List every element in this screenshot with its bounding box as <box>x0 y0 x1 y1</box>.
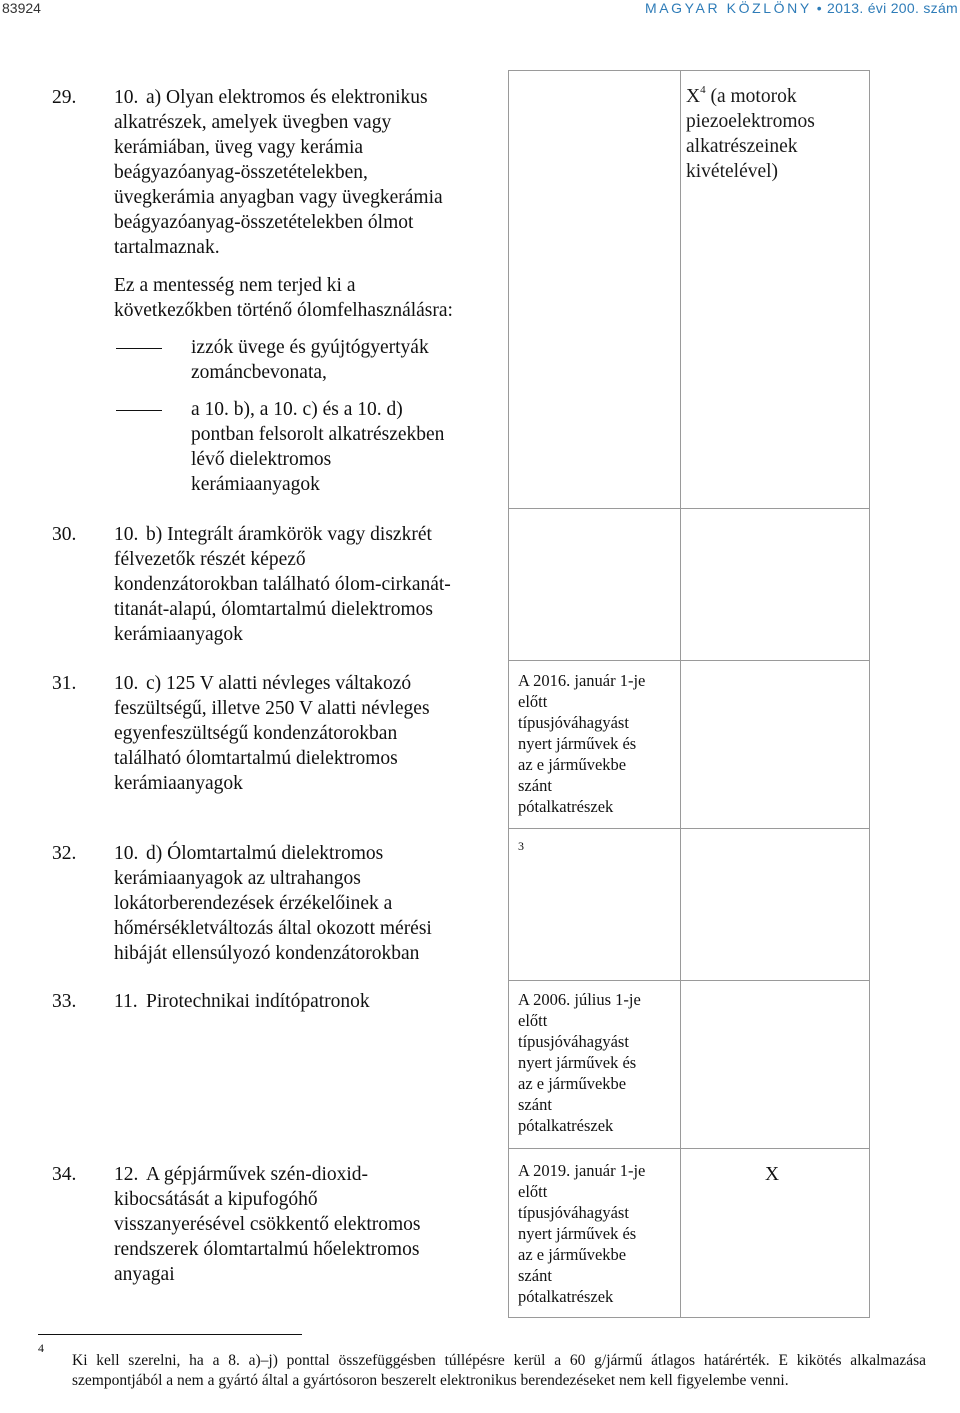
deadline-line: pótalkatrészek <box>518 797 614 816</box>
description-line: kerámiaanyagok <box>114 773 243 794</box>
journal-title: MAGYAR KÖZLÖNY <box>644 0 812 16</box>
page-header <box>0 0 960 24</box>
description-line: üvegkerámia anyagban vagy üvegkerámia <box>114 187 443 208</box>
bullet-dash <box>116 410 162 411</box>
footnote-text: Ki kell szerelni, ha a 8. a)–j) ponttal összefüggésben túllépésre kerül a 60 g/jármű átlagos határérték. E kikötés alkalmazása szempontjából a nem a gyártó által a gyártósoron beszerelt elektronikus berendezéseket nem kell figyelembe venni. <box>72 1352 926 1389</box>
row-divider <box>508 1148 870 1149</box>
description-line: alkatrészek, amelyek üvegben vagy <box>114 112 392 133</box>
item-description <box>146 1162 506 1187</box>
item-number: 12. <box>114 1164 139 1185</box>
item-number: 10. <box>114 843 139 864</box>
separator-dot: • <box>816 0 822 16</box>
journal-header <box>645 0 958 16</box>
description-line: kerámiaanyagok <box>114 624 243 645</box>
description-line: b) Integrált áramkörök vagy diszkrét <box>146 524 432 545</box>
deadline-line: típusjóváhagyást <box>518 1203 629 1222</box>
deadline-line: az e járművekbe <box>518 1245 627 1264</box>
description-line: Pirotechnikai indítópatronok <box>146 991 370 1012</box>
row-number: 33. <box>52 991 77 1012</box>
deadline-note <box>518 1160 678 1307</box>
item-description-continued <box>114 547 506 647</box>
description-line: félvezetők részét képező <box>114 549 306 570</box>
deadline-line: előtt <box>518 1011 548 1030</box>
footnote-rule <box>38 1334 302 1335</box>
note-line: Ez a mentesség nem terjed ki a <box>114 275 356 296</box>
description-line: hőmérsékletváltozás által okozott mérési <box>114 918 432 939</box>
item-number: 10. <box>114 673 139 694</box>
item-description <box>146 841 506 866</box>
description-line: tartalmaznak. <box>114 237 220 258</box>
item-description <box>146 989 506 1014</box>
deadline-line: előtt <box>518 1182 548 1201</box>
column-divider-2 <box>508 70 509 1318</box>
item-description-continued <box>114 866 506 966</box>
bullet-line: a 10. b), a 10. c) és a 10. d) <box>191 399 403 420</box>
table-right-border <box>869 70 870 1318</box>
exception-line: alkatrészeinek <box>686 136 798 157</box>
deadline-line: nyert járművek és <box>518 1224 637 1243</box>
issue-label: 2013. évi 200. szám <box>827 0 958 16</box>
deadline-line: típusjóváhagyást <box>518 1032 629 1051</box>
deadline-note <box>518 670 678 817</box>
deadline-line: nyert járművek és <box>518 734 637 753</box>
item-description-continued <box>114 696 506 796</box>
deadline-line: szánt <box>518 1266 552 1285</box>
bullet-line: lévő dielektromos <box>191 449 332 470</box>
deadline-line: típusjóváhagyást <box>518 713 629 732</box>
item-description-continued <box>114 1187 506 1287</box>
footnote-mark: 4 <box>38 1341 44 1355</box>
description-line: beágyazóanyag-összetételekben ólmot <box>114 212 414 233</box>
item-description-continued <box>114 110 506 260</box>
row-divider <box>508 828 870 829</box>
footnote-ref: 4 <box>700 83 706 96</box>
description-line: titanát-alapú, ólomtartalmú dielektromos <box>114 599 433 620</box>
bullet-line: pontban felsorolt alkatrészekben <box>191 424 445 445</box>
column-divider-3 <box>680 70 681 1318</box>
description-line: kibocsátását a kipufogóhő <box>114 1189 318 1210</box>
table-top-border <box>508 70 870 71</box>
bullet-line: izzók üvege és gyújtógyertyák <box>191 337 429 358</box>
exception-line: kivételével) <box>686 161 779 182</box>
description-line: lokátorberendezések érzékelőinek a <box>114 893 393 914</box>
description-line: anyagai <box>114 1264 175 1285</box>
table-bottom-border <box>508 1317 870 1318</box>
exception-note <box>686 84 866 184</box>
bullet-item <box>191 397 506 497</box>
exemption-note <box>114 273 506 323</box>
item-description <box>146 85 506 110</box>
bullet-item <box>191 335 506 385</box>
row-number: 34. <box>52 1164 77 1185</box>
description-line: A gépjárművek szén-dioxid- <box>146 1164 369 1185</box>
description-line: visszanyerésével csökkentő elektromos <box>114 1214 421 1235</box>
deadline-line: nyert járművek és <box>518 1053 637 1072</box>
bullet-line: zománcbevonata, <box>191 362 327 383</box>
bullet-line: kerámiaanyagok <box>191 474 320 495</box>
item-description <box>146 671 506 696</box>
item-number: 11. <box>114 991 138 1012</box>
description-line: c) 125 V alatti névleges váltakozó <box>146 673 412 694</box>
row-number: 31. <box>52 673 77 694</box>
item-description <box>146 522 506 547</box>
description-line: feszültségű, illetve 250 V alatti névleges <box>114 698 430 719</box>
row-number: 32. <box>52 843 77 864</box>
description-line: rendszerek ólomtartalmú hőelektromos <box>114 1239 420 1260</box>
description-line: kondenzátorokban található ólom-cirkanát- <box>114 574 451 595</box>
deadline-line: A 2006. július 1-je <box>518 990 641 1009</box>
description-line: d) Ólomtartalmú dielektromos <box>146 843 384 864</box>
row-divider <box>508 508 870 509</box>
description-line: beágyazóanyag-összetételekben, <box>114 162 368 183</box>
footnote-ref-3: 3 <box>518 839 524 853</box>
item-number: 10. <box>114 524 139 545</box>
deadline-line: szánt <box>518 776 552 795</box>
deadline-note <box>518 989 678 1136</box>
deadline-line: az e járművekbe <box>518 1074 627 1093</box>
row-number: 30. <box>52 524 77 545</box>
deadline-line: A 2019. január 1-je <box>518 1161 646 1180</box>
removal-mark: X <box>765 1164 780 1185</box>
row-divider <box>508 660 870 661</box>
description-line: egyenfeszültségű kondenzátorokban <box>114 723 398 744</box>
description-line: kerámiaanyagok az ultrahangos <box>114 868 361 889</box>
deadline-line: az e járművekbe <box>518 755 627 774</box>
exception-line <box>686 84 866 109</box>
row-number: 29. <box>52 87 77 108</box>
page-number: 83924 <box>2 0 41 16</box>
deadline-line: szánt <box>518 1095 552 1114</box>
description-line: kerámiában, üveg vagy kerámia <box>114 137 364 158</box>
x-mark: X <box>686 86 701 107</box>
row-divider <box>508 980 870 981</box>
deadline-line: pótalkatrészek <box>518 1116 614 1135</box>
exception-text: (a motorok <box>705 86 797 107</box>
deadline-line: pótalkatrészek <box>518 1287 614 1306</box>
deadline-line: előtt <box>518 692 548 711</box>
bullet-dash <box>116 348 162 349</box>
description-line: a) Olyan elektromos és elektronikus <box>146 87 428 108</box>
note-line: következőkben történő ólomfelhasználásra: <box>114 300 453 321</box>
item-number: 10. <box>114 87 139 108</box>
exception-line: piezoelektromos <box>686 111 815 132</box>
deadline-line: A 2016. január 1-je <box>518 671 646 690</box>
description-line: hibáját ellensúlyozó kondenzátorokban <box>114 943 420 964</box>
description-line: található ólomtartalmú dielektromos <box>114 748 398 769</box>
